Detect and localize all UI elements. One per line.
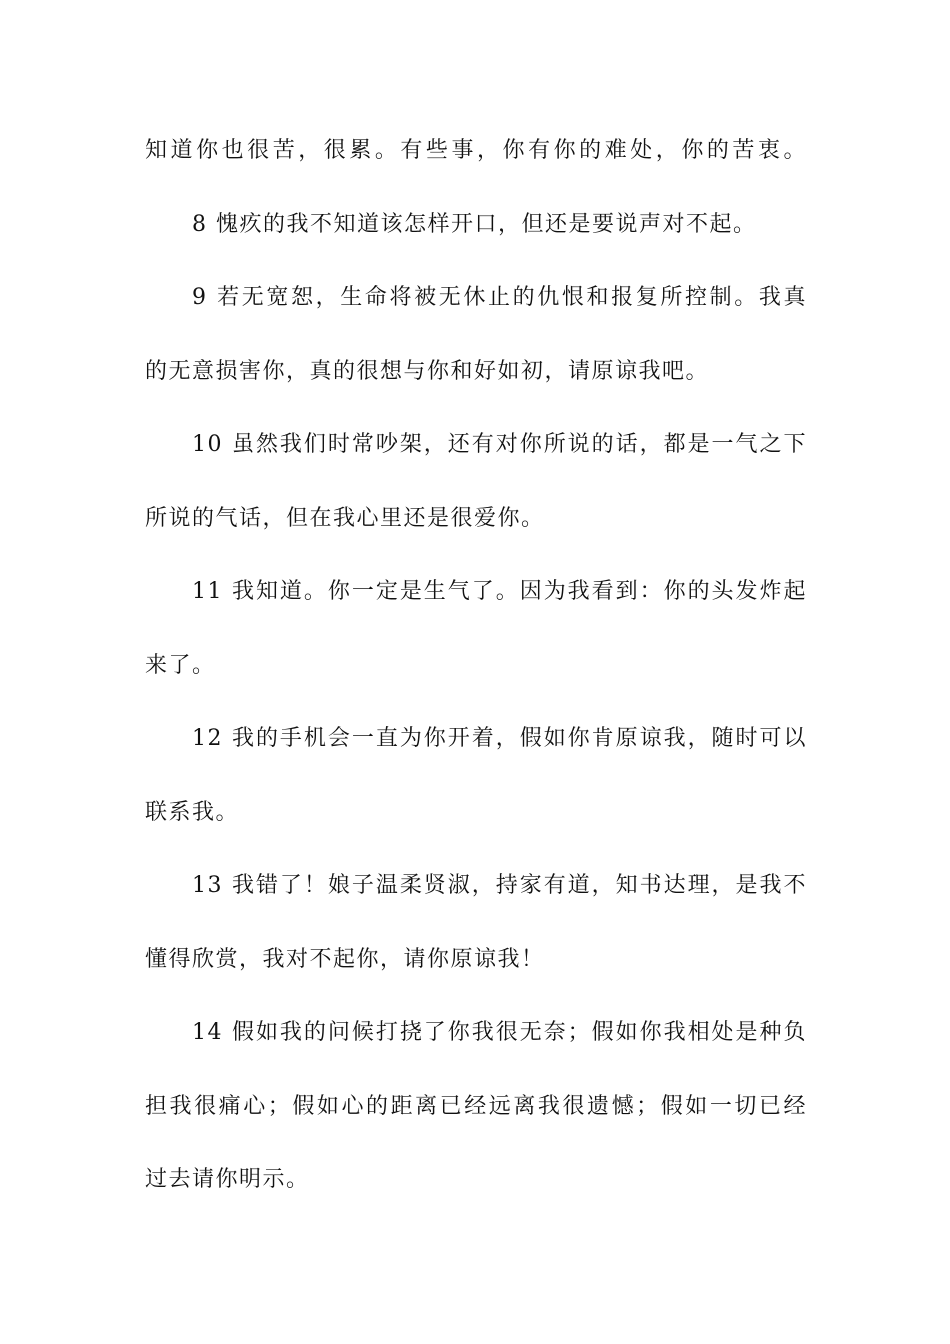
document-body (145, 128, 807, 1231)
text-line: 11 我知道。你一定是生气了。因为我看到：你的头发炸起 (192, 579, 807, 604)
paragraph-14 (145, 1010, 807, 1231)
text-line: 8 愧疚的我不知道该怎样开口，但还是要说声对不起。 (192, 211, 757, 237)
text-line: 担我很痛心；假如心的距离已经远离我很遗憾；假如一切已经 (145, 1093, 807, 1119)
text-line: 10 虽然我们时常吵架，还有对你所说的话，都是一气之下 (192, 432, 807, 457)
paragraph-8 (145, 202, 807, 276)
text-line: 12 我的手机会一直为你开着，假如你肯原谅我，随时可以 (192, 726, 807, 751)
text-line: 过去请你明示。 (145, 1167, 310, 1192)
paragraph-continuation (145, 128, 807, 202)
text-line: 的无意损害你，真的很想与你和好如初，请原谅我吧。 (145, 358, 710, 384)
paragraph-13 (145, 863, 807, 1010)
paragraph-9 (145, 275, 807, 422)
paragraph-10 (145, 422, 807, 569)
text-line: 懂得欣赏，我对不起你，请你原谅我！ (145, 946, 545, 972)
text-line: 13 我错了！娘子温柔贤淑，持家有道，知书达理，是我不 (192, 873, 807, 898)
text-line: 来了。 (145, 652, 216, 678)
paragraph-12 (145, 716, 807, 863)
text-line: 联系我。 (145, 799, 240, 825)
text-line: 9 若无宽恕，生命将被无休止的仇恨和报复所控制。我真 (192, 285, 807, 310)
text-line: 14 假如我的问候打挠了你我很无奈；假如你我相处是种负 (192, 1020, 807, 1045)
text-line: 知道你也很苦，很累。有些事，你有你的难处，你的苦衷。 (145, 138, 807, 163)
text-line: 所说的气话，但在我心里还是很爱你。 (145, 505, 545, 531)
paragraph-11 (145, 569, 807, 716)
